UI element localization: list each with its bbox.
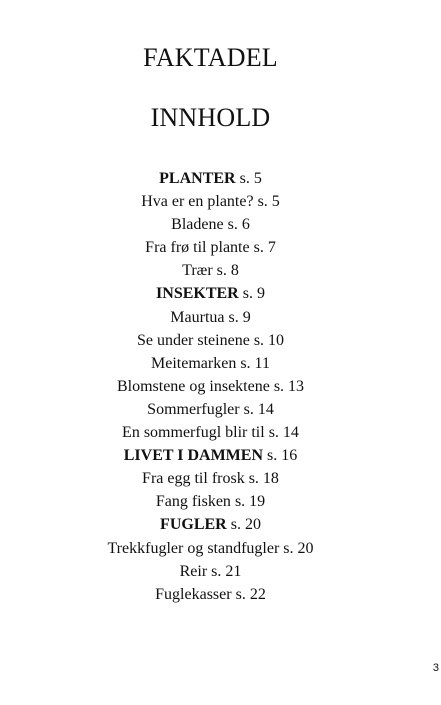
toc-entry <box>0 398 421 421</box>
toc-entry-page: s. 16 <box>263 447 298 465</box>
toc-entry-title: Hva er en plante? <box>141 193 254 211</box>
toc-entry <box>0 167 421 190</box>
toc-entry <box>0 352 421 375</box>
toc-entry <box>0 560 421 583</box>
toc-entry-page: s. 20 <box>279 539 314 557</box>
toc-entry-title: Trekkfugler og standfugler <box>107 539 280 557</box>
toc-entry-page: s. 14 <box>264 424 299 442</box>
toc-entry <box>0 259 421 282</box>
toc-entry-page: s. 5 <box>235 170 262 187</box>
toc-entry-title: LIVET I DAMMEN <box>123 447 264 465</box>
toc-entry-page: s. 21 <box>207 562 242 580</box>
toc-entry-title: Bladene <box>171 216 224 234</box>
toc-entry-page: s. 10 <box>249 331 285 349</box>
toc-entry-page: s. 14 <box>239 400 274 418</box>
toc-entry <box>0 513 421 536</box>
toc-entry-page: s. 11 <box>236 354 270 372</box>
toc-entry-title: Fuglekasser <box>155 585 232 603</box>
toc-entry-title: Blomstene og insektene <box>116 377 270 395</box>
toc-entry-title: INSEKTER <box>156 285 239 303</box>
toc-entry-title: Trær <box>182 262 213 280</box>
toc-entry-title: Fra frø til plante <box>145 239 250 257</box>
toc-entry-page: s. 18 <box>244 470 279 488</box>
toc-entry-page: s. 19 <box>230 493 266 511</box>
toc-entry-page: s. 6 <box>223 216 250 234</box>
toc-entry <box>0 282 421 305</box>
toc-entry-title: Fra egg til frosk <box>142 470 245 488</box>
toc-entry <box>0 467 421 490</box>
toc-entry-page: s. 7 <box>249 239 276 257</box>
toc-entry-title: Maurtua <box>170 308 225 326</box>
toc-entry <box>0 213 421 236</box>
toc-entry-title: En sommerfugl blir til <box>122 424 265 442</box>
toc-entry-page: s. 9 <box>224 308 251 326</box>
toc-entry <box>0 190 421 213</box>
toc-entry-title: FUGLER <box>160 516 227 534</box>
toc-entry-page: s. 5 <box>253 193 280 211</box>
toc-entry <box>0 236 421 259</box>
toc-entry <box>0 583 421 606</box>
toc-entry-title: Fang fisken <box>155 493 231 511</box>
toc-entry <box>0 306 421 329</box>
toc-entry <box>0 421 421 444</box>
toc-entry-title: Meitemarken <box>151 354 237 372</box>
page-number: 3 <box>432 662 439 674</box>
toc-entry-page: s. 9 <box>238 285 265 303</box>
toc-entry-title: Reir <box>179 562 208 580</box>
toc-entry-page: s. 22 <box>231 585 266 603</box>
section-title: FAKTADEL <box>143 43 278 72</box>
table-of-contents <box>0 167 421 606</box>
toc-entry-title: PLANTER <box>159 170 236 187</box>
toc-entry-page: s. 13 <box>269 377 305 395</box>
toc-entry <box>0 444 421 467</box>
toc-entry-page: s. 8 <box>212 262 239 280</box>
contents-title: INNHOLD <box>150 103 271 132</box>
toc-entry-title: Se under steinene <box>136 331 250 349</box>
toc-entry <box>0 329 421 352</box>
toc-entry <box>0 490 421 513</box>
toc-entry <box>0 537 421 560</box>
toc-entry <box>0 375 421 398</box>
toc-entry-page: s. 20 <box>226 516 261 534</box>
toc-entry-title: Sommerfugler <box>147 400 240 418</box>
